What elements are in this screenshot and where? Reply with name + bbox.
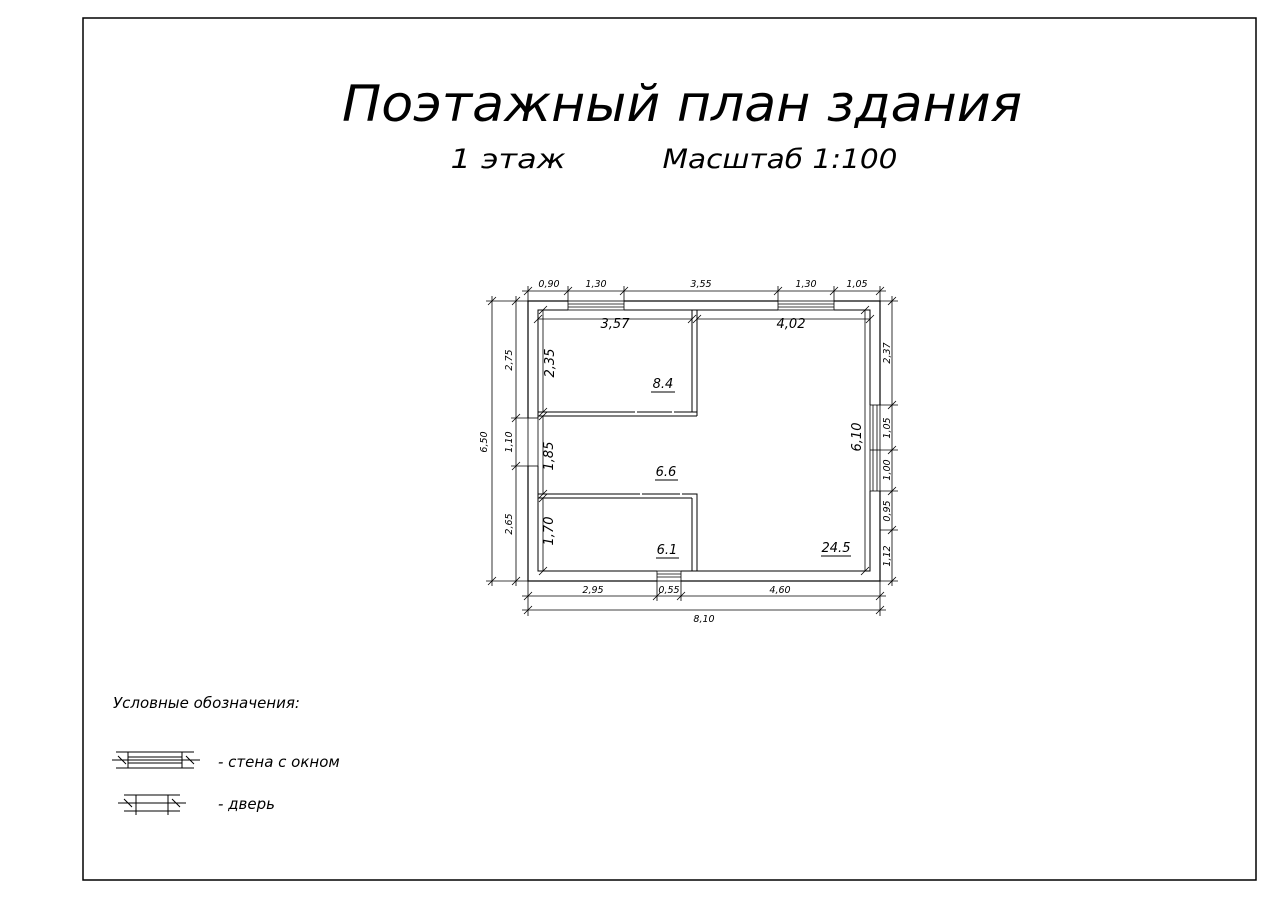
room-bottom-left-height: 1,70: [542, 516, 557, 546]
room-top-left-area: 8.4: [652, 377, 674, 392]
room-right-area: 24.5: [821, 541, 851, 556]
floor-label: 1 этаж: [450, 144, 567, 175]
scale-label: Масштаб 1:100: [662, 144, 898, 175]
dim-right-3: 1,00: [882, 459, 893, 481]
exterior-wall-inner: [538, 310, 870, 571]
plan-title: Поэтажный план здания: [342, 75, 1022, 133]
dim-right-4: 0,95: [882, 500, 893, 522]
room-top-left-width: 3,57: [600, 317, 630, 332]
dim-top-5: 1,05: [846, 279, 868, 290]
dim-top-3: 3,55: [690, 279, 712, 290]
room-top-left-height: 2,35: [543, 348, 558, 378]
floor-plan: [479, 279, 898, 625]
dim-bottom-3: 4,60: [769, 585, 791, 596]
dim-left-inner-1: 2,75: [504, 349, 515, 371]
dim-left-inner-2: 1,10: [504, 431, 515, 453]
dim-top-4: 1,30: [795, 279, 817, 290]
room-bottom-left-area: 6.1: [656, 543, 678, 558]
legend-door-label: - дверь: [218, 795, 275, 813]
room-right-height: 6,10: [850, 422, 865, 452]
dim-left-inner-3: 2,65: [504, 513, 515, 535]
dim-right-2: 1,05: [882, 417, 893, 439]
legend-door-symbol: [118, 795, 186, 815]
exterior-wall-outer: [528, 301, 880, 581]
legend: [112, 694, 340, 815]
dim-bottom-2: 0,55: [658, 585, 680, 596]
dim-right-1: 2,37: [882, 342, 893, 364]
legend-window-wall-symbol: [112, 752, 200, 768]
corridor-area: 6.6: [655, 465, 677, 480]
dim-left-outer: 6,50: [479, 431, 490, 453]
room-bottom-left-walls: [538, 494, 697, 571]
legend-heading: Условные обозначения:: [113, 694, 300, 712]
corridor-height: 1,85: [542, 441, 557, 471]
dim-bottom-1: 2,95: [582, 585, 604, 596]
dim-right-5: 1,12: [882, 545, 893, 567]
dim-top-1: 0,90: [538, 279, 560, 290]
openings-mask: [527, 300, 881, 582]
dim-top-2: 1,30: [585, 279, 607, 290]
legend-window-wall-label: - стена с окном: [218, 753, 340, 771]
room-right-width: 4,02: [776, 317, 806, 332]
dim-bottom-outer: 8,10: [693, 614, 715, 625]
